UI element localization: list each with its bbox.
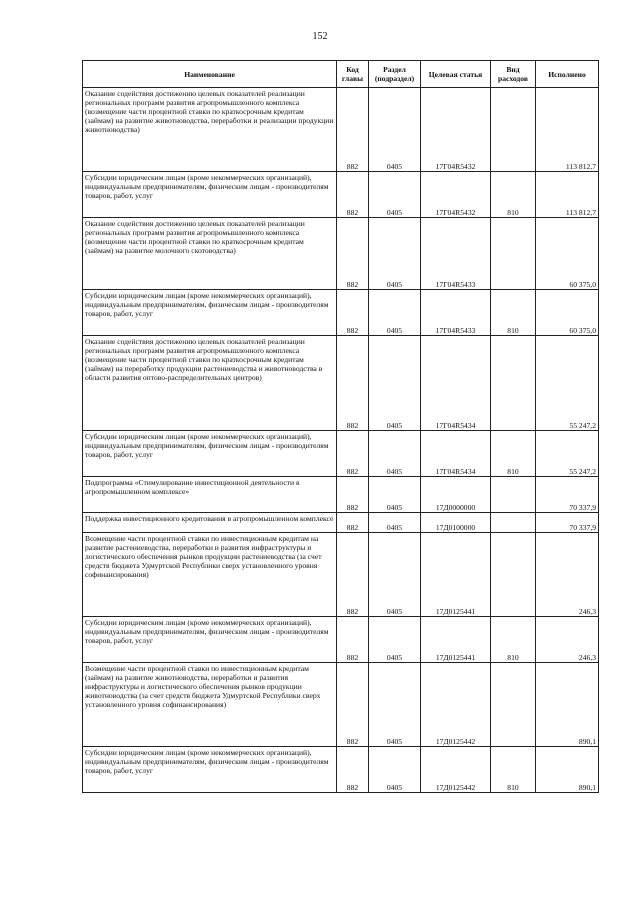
row-article: 17Д0125442 [421,663,491,747]
row-section: 0405 [369,513,421,533]
row-executed: 246,3 [536,617,599,663]
header-executed: Исполнено [536,61,599,88]
row-section: 0405 [369,617,421,663]
row-executed: 113 812,7 [536,172,599,218]
row-code: 882 [337,663,369,747]
row-code: 882 [337,431,369,477]
row-name: Поддержка инвестиционного кредитования в агропромышленном комплексе [83,513,337,533]
table-row [83,336,599,431]
row-code: 882 [337,336,369,431]
table-row [83,290,599,336]
row-name: Оказание содействия достижению целевых показателей реализации региональных программ развития агропромышленного комплекса (возмещение части процентной ставки по краткосрочным кредитам (займам) на развитие молочного скотоводства) [83,218,337,290]
row-expense: 810 [491,431,536,477]
row-name: Оказание содействия достижению целевых показателей реализации региональных программ развития агропромышленного комплекса (возмещение части процентной ставки по краткосрочным кредитам (займам) на развитие животноводства, переработки и реализации продукции животноводства) [83,88,337,172]
row-name: Субсидии юридическим лицам (кроме некоммерческих организаций), индивидуальным предпринимателям, физическим лицам - производителям товаров, работ, услуг [83,431,337,477]
table-row [83,172,599,218]
row-article: 17Д0000000 [421,477,491,513]
header-article: Целевая статья [421,61,491,88]
row-executed: 70 337,9 [536,477,599,513]
row-expense [491,533,536,617]
row-executed: 890,1 [536,747,599,793]
row-expense: 810 [491,172,536,218]
row-executed: 55 247,2 [536,336,599,431]
row-executed: 60 375,0 [536,290,599,336]
row-name: Оказание содействия достижению целевых показателей реализации региональных программ развития агропромышленного комплекса (возмещение части процентной ставки по краткосрочным кредитам (займам) на переработку продукции растениеводства и животноводства в области развития оптово-распределительных центров) [83,336,337,431]
budget-table [82,60,599,793]
row-executed: 70 337,9 [536,513,599,533]
row-section: 0405 [369,290,421,336]
row-name: Субсидии юридическим лицам (кроме некоммерческих организаций), индивидуальным предпринимателям, физическим лицам - производителям товаров, работ, услуг [83,290,337,336]
row-section: 0405 [369,172,421,218]
row-section: 0405 [369,747,421,793]
row-article: 17Г04R5432 [421,172,491,218]
row-article: 17Д0125441 [421,617,491,663]
row-expense [491,336,536,431]
header-code: Код главы [337,61,369,88]
row-name: Возмещение части процентной ставки по инвестиционным кредитам (займам) на развитие животноводства, переработки и развития инфраструктуры и логистического обеспечения рынков продукции животноводства (за счет средств бюджета Удмуртской Республики сверх установленного уровня софинансирования) [83,663,337,747]
header-section: Раздел (подраздел) [369,61,421,88]
row-expense: 810 [491,617,536,663]
page-number: 152 [312,31,328,42]
row-expense [491,88,536,172]
row-article: 17Д0125441 [421,533,491,617]
row-article: 17Г04R5432 [421,88,491,172]
header-name: Наименование [83,61,337,88]
row-code: 882 [337,477,369,513]
row-name: Подпрограмма «Стимулирование инвестиционной деятельности в агропромышленном комплексе» [83,477,337,513]
row-code: 882 [337,747,369,793]
table-row [83,477,599,513]
table-row [83,533,599,617]
header-row [83,61,599,88]
row-name: Субсидии юридическим лицам (кроме некоммерческих организаций), индивидуальным предпринимателям, физическим лицам - производителям товаров, работ, услуг [83,172,337,218]
row-code: 882 [337,513,369,533]
row-executed: 55 247,2 [536,431,599,477]
row-article: 17Д0100000 [421,513,491,533]
table-row [83,431,599,477]
row-expense: 810 [491,290,536,336]
row-expense [491,218,536,290]
row-expense [491,663,536,747]
row-code: 882 [337,533,369,617]
row-section: 0405 [369,218,421,290]
row-name: Субсидии юридическим лицам (кроме некоммерческих организаций), индивидуальным предпринимателям, физическим лицам - производителям товаров, работ, услуг [83,617,337,663]
table-row [83,513,599,533]
row-section: 0405 [369,477,421,513]
table-row [83,663,599,747]
header-expense: Вид расходов [491,61,536,88]
row-section: 0405 [369,88,421,172]
row-code: 882 [337,88,369,172]
row-code: 882 [337,617,369,663]
row-executed: 113 812,7 [536,88,599,172]
row-section: 0405 [369,533,421,617]
row-executed: 60 375,0 [536,218,599,290]
row-executed: 246,3 [536,533,599,617]
row-executed: 890,1 [536,663,599,747]
table-row [83,218,599,290]
table-row [83,88,599,172]
row-section: 0405 [369,336,421,431]
table-row [83,617,599,663]
row-name: Возмещение части процентной ставки по инвестиционным кредитам на развитие растениеводства, переработки и развития инфраструктуры и логистического обеспечения рынков продукции растениеводства (за счет средств бюджета Удмуртской Республики сверх установленного уровня софинансирования) [83,533,337,617]
row-code: 882 [337,290,369,336]
row-section: 0405 [369,663,421,747]
row-code: 882 [337,218,369,290]
row-article: 17Г04R5433 [421,290,491,336]
row-article: 17Г04R5434 [421,336,491,431]
row-article: 17Г04R5433 [421,218,491,290]
row-expense: 810 [491,747,536,793]
row-name: Субсидии юридическим лицам (кроме некоммерческих организаций), индивидуальным предпринимателям, физическим лицам - производителям товаров, работ, услуг [83,747,337,793]
row-expense [491,477,536,513]
row-article: 17Д0125442 [421,747,491,793]
row-expense [491,513,536,533]
table-row [83,747,599,793]
row-article: 17Г04R5434 [421,431,491,477]
row-section: 0405 [369,431,421,477]
row-code: 882 [337,172,369,218]
